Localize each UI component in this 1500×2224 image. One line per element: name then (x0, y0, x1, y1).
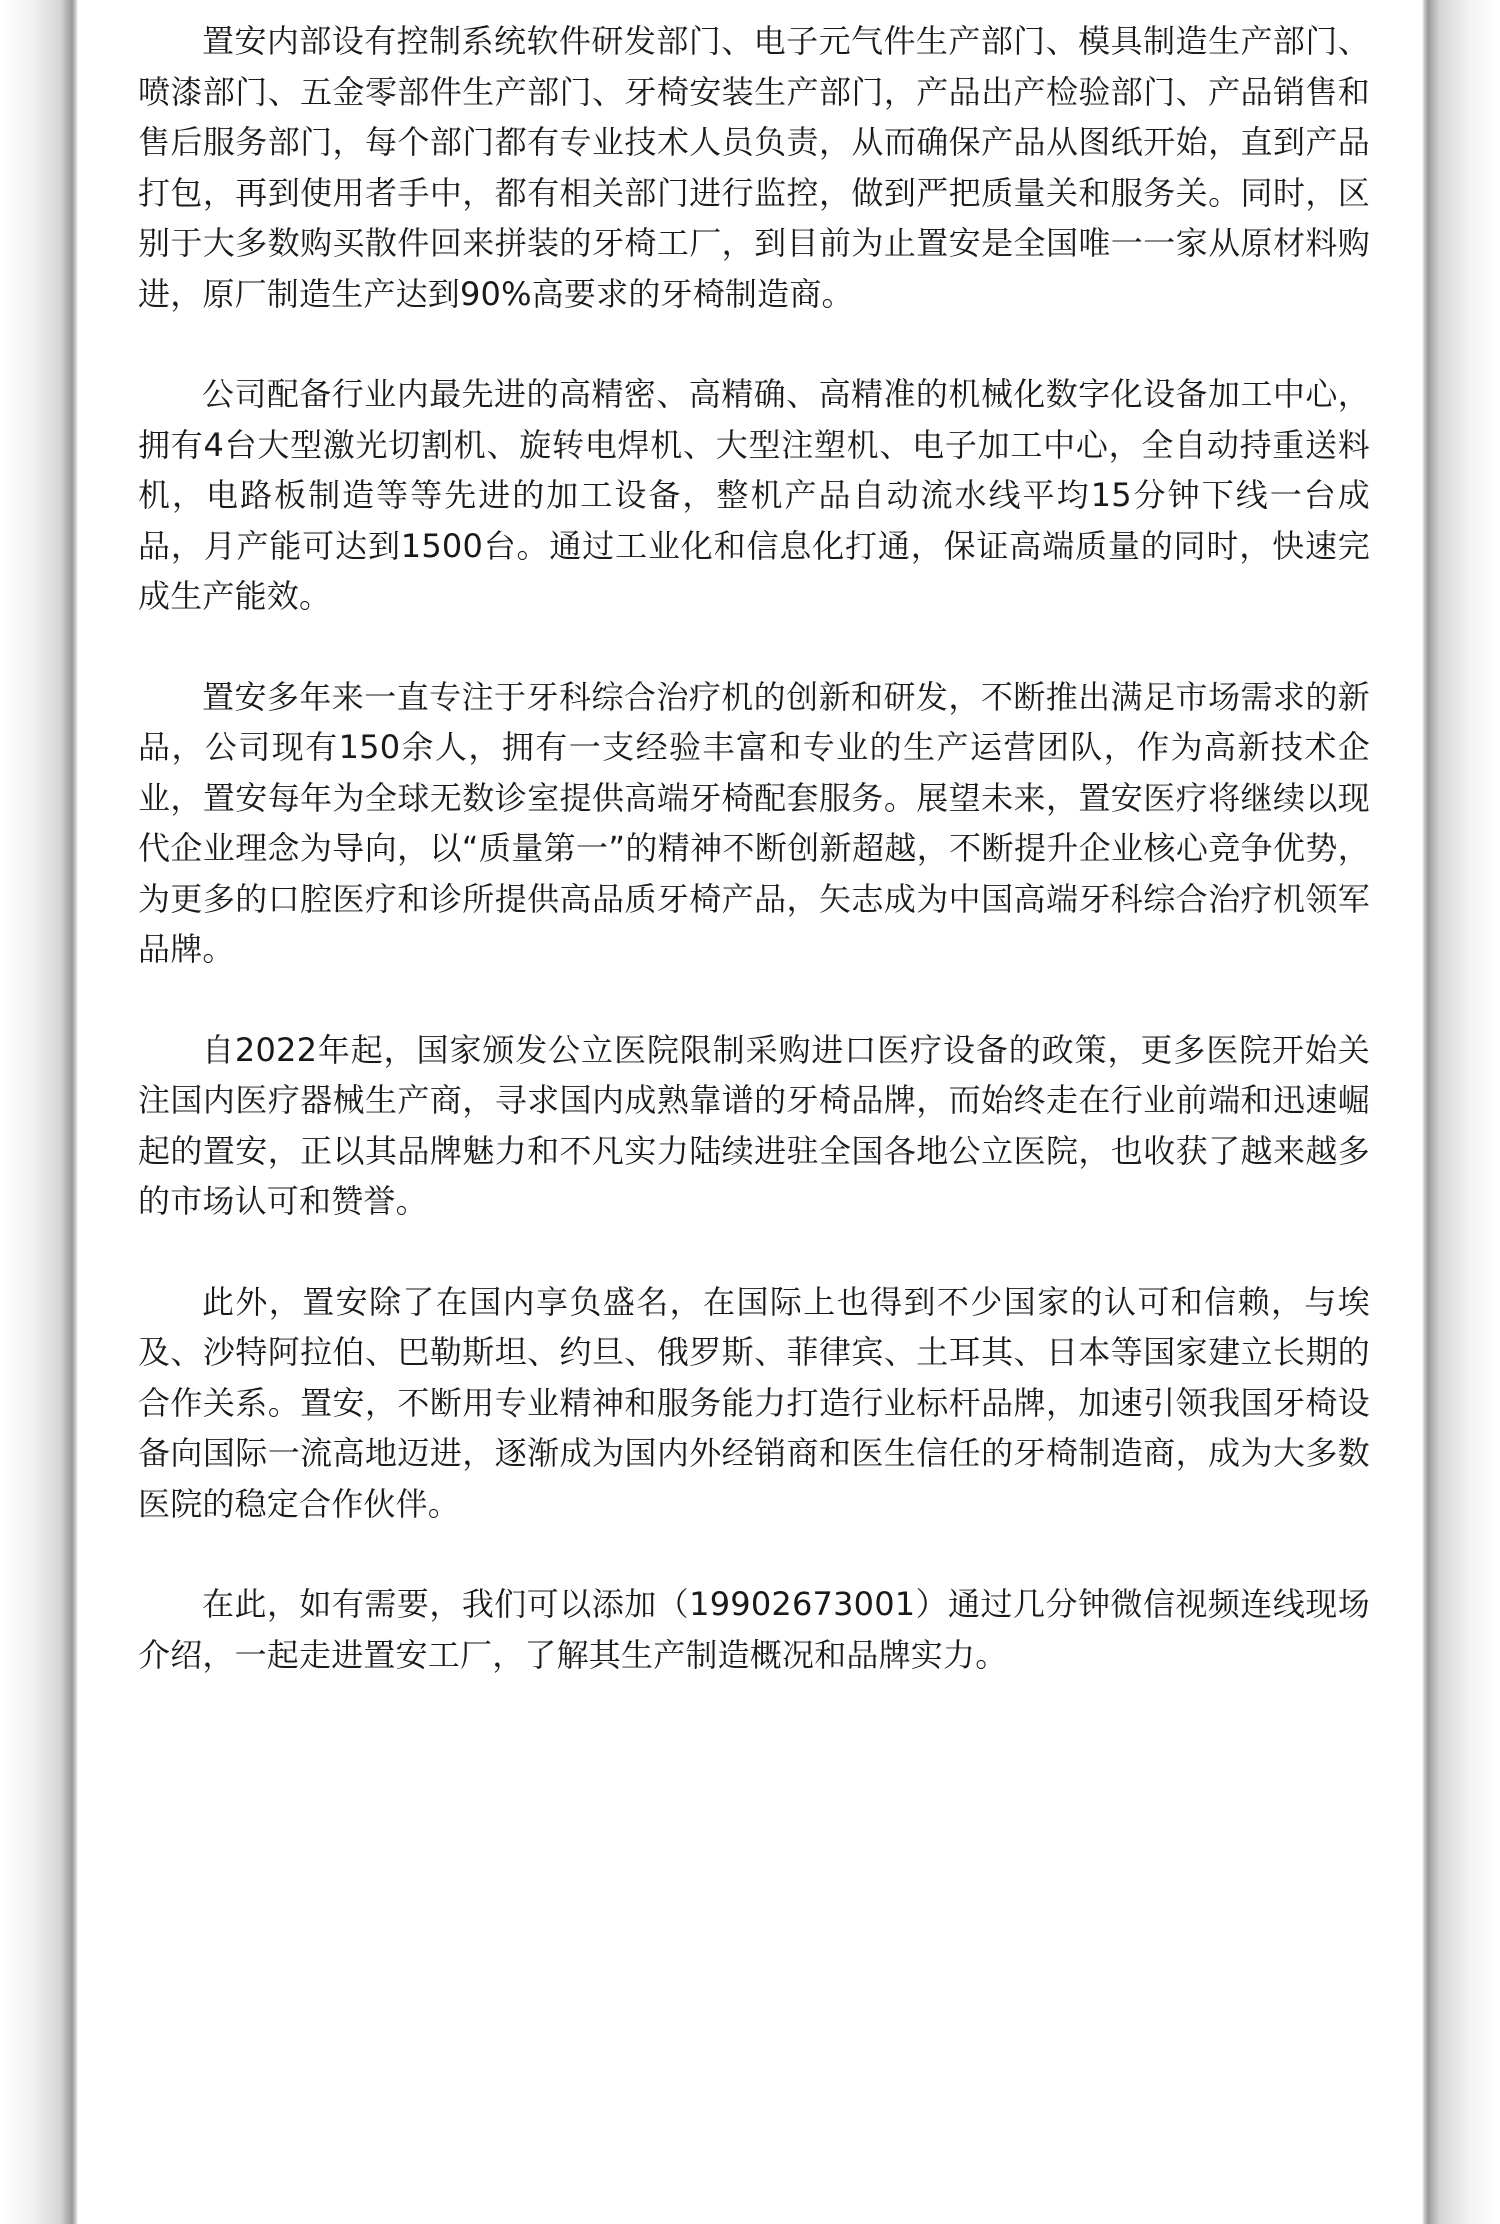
paragraph-public-hospitals: 自2022年起，国家颁发公立医院限制采购进口医疗设备的政策，更多医院开始关注国内医疗器械生产商，寻求国内成熟靠谱的牙椅品牌，而始终走在行业前端和迅速崛起的置安，正以其品牌魅力和不凡实力陆续进驻全国各地公立医院，也收获了越来越多的市场认可和赞誉。 (138, 1030, 1370, 1220)
paragraph-international: 此外，置安除了在国内享负盛名，在国际上也得到不少国家的认可和信赖，与埃及、沙特阿拉伯、巴勒斯坦、约旦、俄罗斯、菲律宾、土耳其、日本等国家建立长期的合作关系。置安，不断用专业精神和服务能力打造行业标杆品牌，加速引领我国牙椅设备向国际一流高地迈进，逐渐成为国内外经销商和医生信任的牙椅制造商，成为大多数医院的稳定合作伙伴。 (138, 1282, 1370, 1523)
paragraph-contact: 在此，如有需要，我们可以添加（19902673001）通过几分钟微信视频连线现场介绍，一起走进置安工厂，了解其生产制造概况和品牌实力。 (138, 1585, 1370, 1674)
paragraph-equipment: 公司配备行业内最先进的高精密、高精确、高精准的机械化数字化设备加工中心，拥有4台大型激光切割机、旋转电焊机、大型注塑机、电子加工中心，全自动持重送料机，电路板制造等等先进的加工设备，整机产品自动流水线平均15分钟下线一台成品，月产能可达到1500台。通过工业化和信息化打通，保证高端质量的同时，快速完成生产能效。 (138, 375, 1370, 615)
article-body (138, 16, 1370, 1730)
page-right-shadow (1422, 0, 1500, 2224)
page-left-shadow (0, 0, 78, 2224)
paragraph-innovation: 置安多年来一直专注于牙科综合治疗机的创新和研发，不断推出满足市场需求的新品，公司现有150余人，拥有一支经验丰富和专业的生产运营团队，作为高新技术企业，置安每年为全球无数诊室提供高端牙椅配套服务。展望未来，置安医疗将继续以现代企业理念为导向，以“质量第一”的精神不断创新超越，不断提升企业核心竞争优势，为更多的口腔医疗和诊所提供高品质牙椅产品，矢志成为中国高端牙科综合治疗机领军品牌。 (138, 677, 1370, 968)
paragraph-departments: 置安内部设有控制系统软件研发部门、电子元气件生产部门、模具制造生产部门、喷漆部门、五金零部件生产部门、牙椅安装生产部门，产品出产检验部门、产品销售和售后服务部门，每个部门都有专业技术人员负责，从而确保产品从图纸开始，直到产品打包，再到使用者手中，都有相关部门进行监控，做到严把质量关和服务关。同时，区别于大多数购买散件回来拼装的牙椅工厂，到目前为止置安是全国唯一一家从原材料购进，原厂制造生产达到90%高要求的牙椅制造商。 (138, 22, 1370, 313)
